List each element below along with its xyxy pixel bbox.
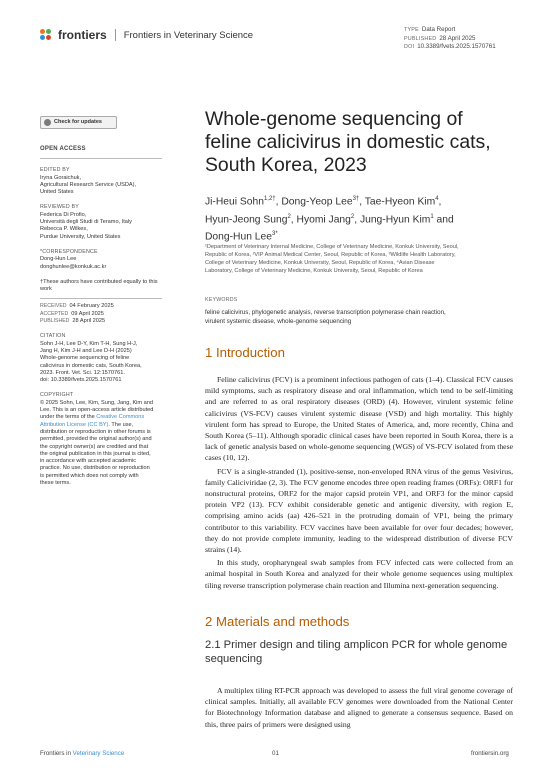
author-affiliation-marker: 2 xyxy=(350,213,355,220)
correspondence-heading: *CORRESPONDENCE xyxy=(40,248,98,255)
author-affiliation-marker: 3† xyxy=(352,196,360,202)
corresponding-email[interactable]: donghunlee@konkuk.ac.kr xyxy=(40,263,107,270)
author-name: , Tae-Hyeon Kim xyxy=(359,196,436,208)
title-line: Whole-genome sequencing of xyxy=(205,108,463,130)
author-line xyxy=(205,192,505,210)
author-name: , Dong-Yeop Lee xyxy=(275,196,353,208)
check-for-updates-button[interactable] xyxy=(40,116,117,129)
paragraph: In this study, oropharyngeal swab samples from FCV infected cats were collected from an animal hospital in South Korea and analyzed for their whole genome sequences using multiplex tiling reverse transcription polymerase chain reaction and Illumina next-generation sequencing. xyxy=(205,558,513,590)
published-label: PUBLISHED xyxy=(404,35,437,42)
paragraph: Feline calicivirus (FCV) is a prominent infectious pathogen of cats (1–4). Classical FCV causes mild symptoms, such as respiratory disease and oral inflammation, which tend to be self-limiting and are referred to as oral respiratory diseases (ORD) (4). However, virulent systemic feline calicivirus (VS-FCV) causes virulent systemic disease (VSD) and high mortality. This highly virulent form has spread to Europe, the United States of America, and, more recently, China and South Korea (5–11). Although sporadic clinical cases have been reported in South Korea, there is a lack of genetic analysis based on whole-genome sequencing (WGS) of VS-FCV isolated from these cases (10, 12). xyxy=(205,375,513,463)
reviewed-by xyxy=(40,212,162,241)
copyright-line: distribution or reproduction in other forums is xyxy=(40,428,151,435)
citation-heading: CITATION xyxy=(40,333,66,340)
divider xyxy=(40,298,162,299)
copyright-text xyxy=(40,400,162,488)
reviewer-line: Federica Di Profio, xyxy=(40,211,87,218)
publisher-logo[interactable] xyxy=(40,28,253,42)
author-affiliation-marker: 2 xyxy=(287,213,291,220)
citation-line: calicivirus in domestic cats, South Korea, xyxy=(40,362,142,369)
copyright-line: under the terms of the xyxy=(40,414,97,421)
affiliation-line: ¹Department of Veterinary Internal Medicine, College of Veterinary Medicine, Konkuk University, Seoul, xyxy=(205,244,459,250)
edited-by xyxy=(40,175,162,197)
title-line: South Korea, 2023 xyxy=(205,154,367,177)
paragraph: A multiplex tiling RT-PCR approach was developed to assess the full viral genome coverage of clinical samples. Initially, all available FCV genomes were downloaded from the National Center for Biotechnology Information database and aligned to generate a consensus sequence. Based on this, three pairs of primers were designed using xyxy=(205,686,513,729)
footer-journal-link[interactable]: Veterinary Science xyxy=(72,750,125,757)
section-heading-introduction: 1 Introduction xyxy=(205,345,285,360)
logo-divider xyxy=(115,29,116,41)
received-date: 04 February 2025 xyxy=(69,303,114,310)
author-name: , Hyomi Jang xyxy=(290,214,351,226)
editor-line: Iryna Goraichuk, xyxy=(40,174,82,181)
page-number: 01 xyxy=(272,750,279,757)
check-updates-label: Check for updates xyxy=(54,118,102,125)
reviewer-line: Università degli Studi di Teramo, Italy xyxy=(40,219,132,226)
author-affiliation-marker: 4 xyxy=(435,196,439,202)
published-label: PUBLISHED xyxy=(40,318,70,325)
reviewed-by-heading: REVIEWED BY xyxy=(40,204,79,211)
copyright-line: these terms. xyxy=(40,479,71,486)
copyright-line: © 2025 Sohn, Lee, Kim, Sung, Jang, Kim and xyxy=(40,399,153,406)
divider xyxy=(40,158,162,159)
keywords-line: feline calicivirus, phylogenetic analysis, reverse transcription polymerase chain reaction, xyxy=(205,309,446,316)
citation-line: Whole-genome sequencing of feline xyxy=(40,355,130,362)
author-name: Dong-Hun Lee xyxy=(205,231,272,243)
citation-line: Jang H, Kim J-H and Lee D-H (2025) xyxy=(40,347,132,354)
article-dates xyxy=(40,303,162,325)
accepted-label: ACCEPTED xyxy=(40,310,69,317)
doi-value[interactable]: 10.3389/fvets.2025.1570761 xyxy=(417,43,496,51)
doi-label: DOI xyxy=(404,44,415,51)
sidebar xyxy=(40,116,162,487)
article-type: Data Report xyxy=(421,26,456,33)
license-link[interactable]: Creative Commons xyxy=(96,414,145,421)
published-date: 28 April 2025 xyxy=(439,34,476,42)
copyright-line: the original publication in this journal is cited, xyxy=(40,450,151,457)
citation xyxy=(40,341,162,385)
introduction-body xyxy=(205,374,513,591)
corresponding-author: Dong-Hun Lee xyxy=(40,256,77,263)
article-title xyxy=(205,108,520,178)
affiliation-line: College of Veterinary Medicine, Konkuk University, Seoul, Republic of Korea, ⁴Avian Disease xyxy=(205,260,435,267)
author-affiliation-marker: 3* xyxy=(271,231,278,238)
footer-journal xyxy=(40,750,124,757)
published-date: 28 April 2025 xyxy=(72,318,106,325)
section-heading-methods: 2 Materials and methods xyxy=(205,614,350,629)
keywords-heading: KEYWORDS xyxy=(205,297,238,303)
received-label: RECEIVED xyxy=(40,303,67,310)
citation-line: Sohn J-H, Lee D-Y, Kim T-H, Sung H-J, xyxy=(40,340,138,347)
footer-prefix: Frontiers in xyxy=(40,750,73,757)
footer-site-link[interactable]: frontiersin.org xyxy=(471,750,509,757)
journal-name: Frontiers in Veterinary Science xyxy=(123,29,254,41)
update-icon xyxy=(44,119,51,126)
author-list xyxy=(205,192,505,245)
methods-body xyxy=(205,685,513,730)
paragraph: FCV is a single-stranded (1), positive-sense, non-enveloped RNA virus of the genus Vesivirus, family Caliciviridae (2, 3). The FCV genome encodes three open reading frames (ORFs): ORF1 for nonstructural proteins, ORF2 for the major capsid protein VP1, and ORF3 for the minor capsid protein VP2 (13). FCV exhibit considerable genetic and antigenic diversity, with region E, comprising amino acids (aa) 426–521 in the protruding domain of VP1, being the primary contributor to this variability. FCV vaccines have been available for over four decades; however, they do not provide complete immunity, leading to the widespread distribution of diverse FCV strains (14). xyxy=(205,466,513,555)
copyright-line: Lee. This is an open-access article distributed xyxy=(40,407,154,414)
open-access-label: OPEN ACCESS xyxy=(40,146,86,152)
author-affiliation-marker: 1 xyxy=(430,213,434,220)
author-name: , xyxy=(438,196,442,208)
equal-contribution-note: †These authors have contributed equally to this work xyxy=(40,278,158,293)
affiliation-line: Republic of Korea, ²VIP Animal Medical Center, Seoul, Republic of Korea, ³Wildlife Health Laboratory, xyxy=(205,252,456,259)
copyright-line: is permitted which does not comply with xyxy=(40,472,139,479)
edited-by-heading: EDITED BY xyxy=(40,167,70,174)
copyright-line: in accordance with accepted academic xyxy=(40,458,137,465)
copyright-heading: COPYRIGHT xyxy=(40,392,74,399)
frontiers-logo-icon xyxy=(40,29,52,41)
editor-line: United States xyxy=(40,189,74,196)
author-affiliation-marker: 1,2† xyxy=(263,196,276,202)
logo-text: frontiers xyxy=(58,28,107,42)
citation-line: 2023. Front. Vet. Sci. 12:1570761. xyxy=(40,369,125,376)
author-name: , Jung-Hyun Kim xyxy=(354,214,431,226)
subsection-heading: 2.1 Primer design and tiling amplicon PCR for whole genome sequencing xyxy=(205,639,508,666)
copyright-line: . The use, xyxy=(108,421,134,428)
accepted-date: 09 April 2025 xyxy=(71,310,104,317)
author-name: and xyxy=(433,214,454,226)
copyright-line: the copyright owner(s) are credited and that xyxy=(40,443,149,450)
editor-line: Agricultural Research Service (USDA), xyxy=(40,181,137,188)
keywords xyxy=(205,309,525,326)
reviewer-line: Rebecca P. Wilkes, xyxy=(40,226,88,233)
reviewer-line: Purdue University, United States xyxy=(40,233,121,240)
title-line: feline calicivirus in domestic cats, xyxy=(205,131,491,154)
author-line xyxy=(205,210,505,228)
copyright-line: permitted, provided the original author(s) and xyxy=(40,436,152,443)
copyright-line: practice. No use, distribution or reproduction xyxy=(40,465,150,472)
license-link[interactable]: Attribution License (CC BY) xyxy=(40,421,109,428)
author-name: Ji-Heui Sohn xyxy=(205,196,264,208)
author-name: Hyun-Jeong Sung xyxy=(205,214,288,226)
citation-line: doi: 10.3389/fvets.2025.1570761 xyxy=(40,377,122,384)
keywords-line: virulent systemic disease, whole-genome sequencing xyxy=(205,317,352,325)
type-label: TYPE xyxy=(404,27,419,33)
article-meta xyxy=(404,26,496,52)
affiliations xyxy=(205,243,505,275)
affiliation-line: Laboratory, College of Veterinary Medicine, Konkuk University, Seoul, Republic of Korea xyxy=(205,268,423,275)
